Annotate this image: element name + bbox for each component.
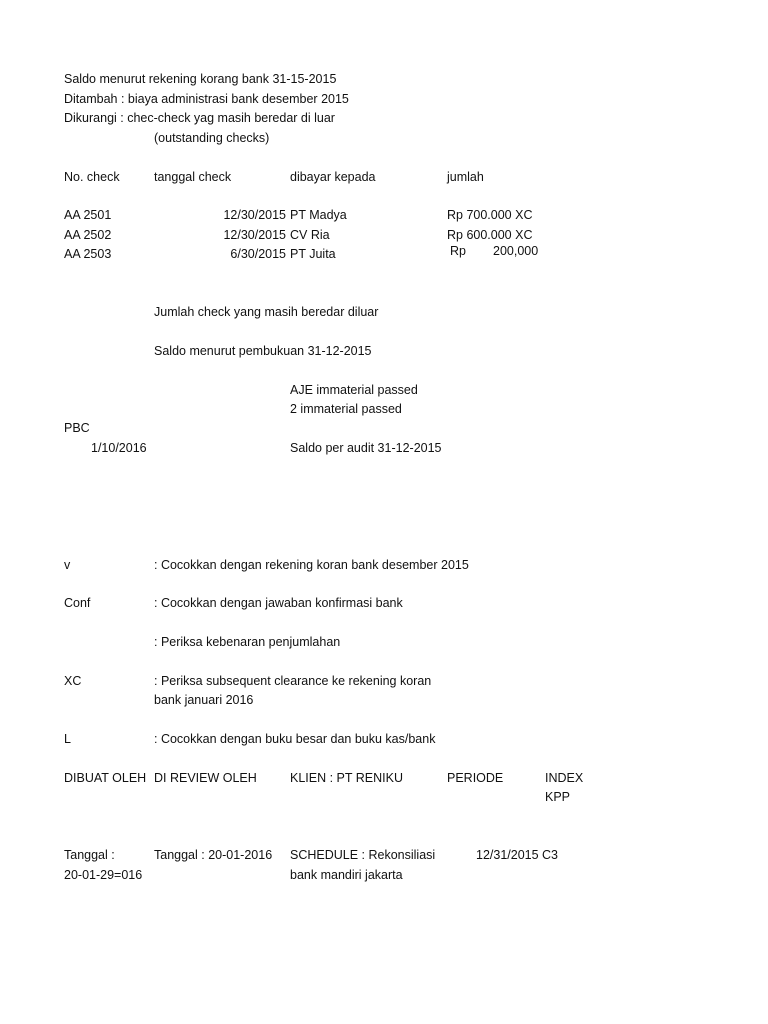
- footer-client: KLIEN : PT RENIKU: [290, 771, 403, 785]
- row-1-amount: Rp 700.000 XC: [447, 208, 533, 222]
- footer-period-value: 12/31/2015 C3: [476, 848, 559, 862]
- footer-reviewed-by: DI REVIEW OLEH: [154, 771, 257, 785]
- footer-made-by: DIBUAT OLEH: [64, 771, 147, 785]
- pbc-date: 1/10/2016: [91, 441, 147, 455]
- legend-desc-xc: : Periksa subsequent clearance ke rekening koran: [154, 674, 432, 688]
- book-balance-label: Saldo menurut pembukuan 31-12-2015: [154, 344, 372, 358]
- row-2-no: AA 2502: [64, 228, 112, 242]
- row-3-date: 6/30/2015: [230, 247, 286, 261]
- legend-mark-xc: XC: [64, 674, 82, 688]
- legend-desc-xc-2: bank januari 2016: [154, 693, 254, 707]
- footer-date-value: 20-01-29=016: [64, 868, 143, 882]
- total-outstanding-label: Jumlah check yang masih beredar diluar: [154, 305, 379, 319]
- footer-schedule-2: bank mandiri jakarta: [290, 868, 403, 882]
- header-line-2: Ditambah : biaya administrasi bank desember 2015: [64, 92, 349, 106]
- row-3-amount: 200,000: [493, 244, 539, 258]
- row-3-currency: Rp: [450, 244, 466, 258]
- footer-index: INDEX: [545, 771, 584, 785]
- row-1-payee: PT Madya: [290, 208, 347, 222]
- row-1-no: AA 2501: [64, 208, 112, 222]
- aje-note: AJE immaterial passed: [290, 383, 418, 397]
- legend-mark-l: L: [64, 732, 71, 746]
- row-1-date: 12/30/2015: [223, 208, 286, 222]
- footer-index-kpp: KPP: [545, 790, 571, 804]
- col-dibayar-kepada: dibayar kepada: [290, 170, 376, 184]
- legend-desc-l: : Cocokkan dengan buku besar dan buku kas/bank: [154, 732, 436, 746]
- legend-desc-v: : Cocokkan dengan rekening koran bank desember 2015: [154, 558, 469, 572]
- legend-desc-conf: : Cocokkan dengan jawaban konfirmasi bank: [154, 596, 403, 610]
- row-2-date: 12/30/2015: [223, 228, 286, 242]
- row-3-no: AA 2503: [64, 247, 112, 261]
- col-jumlah: jumlah: [447, 170, 484, 184]
- header-line-4: (outstanding checks): [154, 131, 270, 145]
- row-3-payee: PT Juita: [290, 247, 336, 261]
- row-2-amount: Rp 600.000 XC: [447, 228, 533, 242]
- header-line-3: Dikurangi : chec-check yag masih beredar di luar: [64, 111, 335, 125]
- col-no-check: No. check: [64, 170, 120, 184]
- footer-review-date: Tanggal : 20-01-2016: [154, 848, 273, 862]
- pbc-label: PBC: [64, 421, 90, 435]
- audit-balance-label: Saldo per audit 31-12-2015: [290, 441, 442, 455]
- col-tanggal-check: tanggal check: [154, 170, 232, 184]
- row-2-payee: CV Ria: [290, 228, 330, 242]
- legend-mark-v: v: [64, 558, 71, 572]
- footer-schedule: SCHEDULE : Rekonsiliasi: [290, 848, 436, 862]
- legend-mark-conf: Conf: [64, 596, 91, 610]
- aje-note-2: 2 immaterial passed: [290, 402, 402, 416]
- legend-desc-sum: : Periksa kebenaran penjumlahan: [154, 635, 341, 649]
- footer-period: PERIODE: [447, 771, 504, 785]
- header-line-1: Saldo menurut rekening korang bank 31-15-2015: [64, 72, 337, 86]
- footer-date-label: Tanggal :: [64, 848, 115, 862]
